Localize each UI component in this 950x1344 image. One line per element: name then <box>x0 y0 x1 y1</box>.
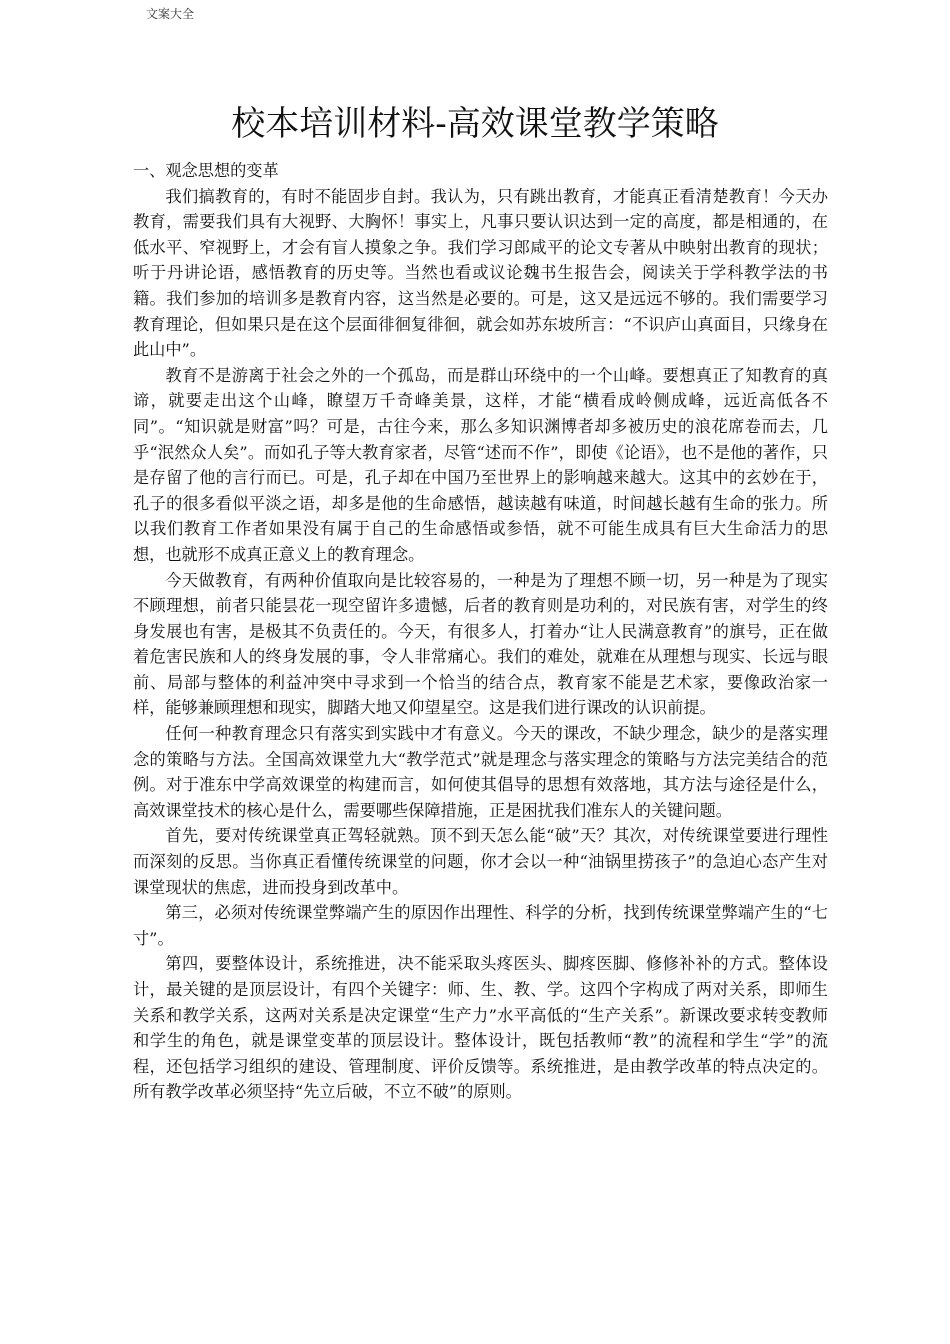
paragraph: 今天做教育，有两种价值取向是比较容易的，一种是为了理想不顾一切，另一种是为了现实不顾理想，前者只能昙花一现空留许多遗憾，后者的教育则是功利的，对民族有害，对学生的终身发展也有害，是极其不负责任的。今天，有很多人，打着办“让人民满意教育”的旗号，正在做着危害民族和人的终身发展的事，令人非常痛心。我们的难处，就难在从理想与现实、长远与眼前、局部与整体的利益冲突中寻求到一个恰当的结合点，教育家不能是艺术家，要像政治家一样，能够兼顾理想和现实，脚踏大地又仰望星空。这是我们进行课改的认识前提。 <box>133 570 828 718</box>
paragraph: 任何一种教育理念只有落实到实践中才有意义。今天的课改，不缺少理念，缺少的是落实理念的策略与方法。全国高效课堂九大“教学范式”就是理念与落实理念的策略与方法完美结合的范例。对于准东中学高效课堂的构建而言，如何使其倡导的思想有效落地，其方法与途径是什么，高效课堂技术的核心是什么，需要哪些保障措施，正是困扰我们准东人的关键问题。 <box>133 724 828 820</box>
section-heading: 一、观念思想的变革 <box>133 161 279 180</box>
paragraph: 首先，要对传统课堂真正驾轻就熟。顶不到天怎么能“破”天？其次，对传统课堂要进行理性而深刻的反思。当你真正看懂传统课堂的问题，你才会以一种“油锅里捞孩子”的急迫心态产生对课堂现状的焦虑，进而投身到改革中。 <box>133 826 828 897</box>
header-note: 文案大全 <box>146 7 195 21</box>
paragraph: 教育不是游离于社会之外的一个孤岛，而是群山环绕中的一个山峰。要想真正了知教育的真谛，就要走出这个山峰，瞭望万千奇峰美景，这样，才能“横看成岭侧成峰，远近高低各不同”。“知识就是财富”吗？可是，古往今来，那么多知识渊博者却多被历史的浪花席卷而去，几乎“泯然众人矣”。而如孔子等大教育家者，尽管“述而不作”，即使《论语》，也不是他的著作，只是存留了他的言行而已。可是，孔子却在中国乃至世界上的影响越来越大。这其中的玄妙在于，孔子的很多看似平淡之语，却多是他的生命感悟，越读越有味道，时间越长越有生命的张力。所以我们教育工作者如果没有属于自己的生命感悟或参悟，就不可能生成具有巨大生命活力的思想，也就形不成真正意义上的教育理念。 <box>133 365 828 564</box>
paragraph: 第三，必须对传统课堂弊端产生的原因作出理性、科学的分析，找到传统课堂弊端产生的“七寸”。 <box>133 903 828 948</box>
document-title: 校本培训材料-高效课堂教学策略 <box>231 104 719 144</box>
document-body <box>133 158 828 1105</box>
paragraph: 我们搞教育的，有时不能固步自封。我认为，只有跳出教育，才能真正看清楚教育！今天办教育，需要我们具有大视野、大胸怀！事实上，凡事只要认识达到一定的高度，都是相通的，在低水平、窄视野上，才会有盲人摸象之争。我们学习郎咸平的论文专著从中映射出教育的现状；听于丹讲论语，感悟教育的历史等。当然也看或议论魏书生报告会，阅读关于学科教学法的书籍。我们参加的培训多是教育内容，这当然是必要的。可是，这又是远远不够的。我们需要学习教育理论，但如果只是在这个层面徘徊复徘徊，就会如苏东坡所言：“不识庐山真面目，只缘身在此山中”。 <box>133 186 828 360</box>
paragraph: 第四，要整体设计，系统推进，决不能采取头疼医头、脚疼医脚、修修补补的方式。整体设计，最关键的是顶层设计，有四个关键字：师、生、教、学。这四个字构成了两对关系，即师生关系和教学关系，这两对关系是决定课堂“生产力”水平高低的“生产关系”。新课改要求转变教师和学生的角色，就是课堂变革的顶层设计。整体设计，既包括教师“教”的流程和学生“学”的流程，还包括学习组织的建设、管理制度、评价反馈等。系统推进，是由教学改革的特点决定的。所有教学改革必须坚持“先立后破，不立不破”的原则。 <box>133 954 828 1102</box>
